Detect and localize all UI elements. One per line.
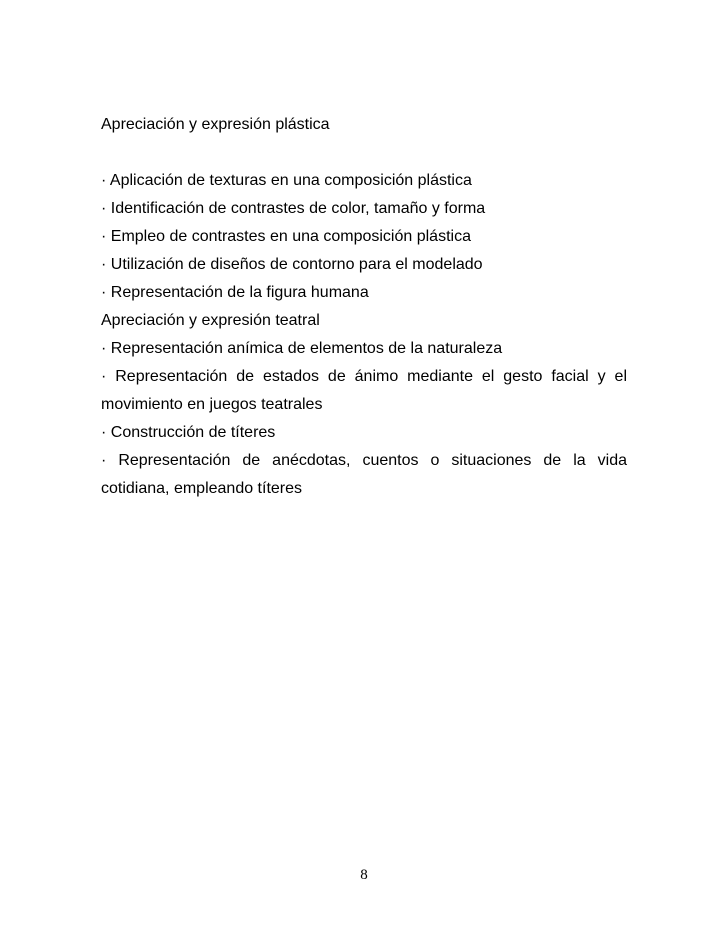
list-item: · Aplicación de texturas en una composición plástica: [101, 172, 472, 189]
list-item: · Representación anímica de elementos de la naturaleza: [101, 340, 503, 357]
list-item: · Construcción de títeres: [101, 424, 276, 441]
list-item: · Representación de anécdotas, cuentos o situaciones de la vida cotidiana, empleando títeres: [101, 452, 627, 497]
page-number: 8: [360, 867, 368, 883]
section-heading-plastica: Apreciación y expresión plástica: [101, 116, 330, 133]
section-heading-teatral: Apreciación y expresión teatral: [101, 312, 320, 329]
list-item: · Representación de estados de ánimo mediante el gesto facial y el movimiento en juegos teatrales: [101, 368, 627, 413]
page-content: [101, 111, 627, 503]
list-item: · Representación de la figura humana: [101, 284, 369, 301]
list-item: · Utilización de diseños de contorno para el modelado: [101, 256, 483, 273]
spacer: [101, 139, 627, 167]
list-item: · Empleo de contrastes en una composición plástica: [101, 228, 471, 245]
list-item: · Identificación de contrastes de color, tamaño y forma: [101, 200, 486, 217]
